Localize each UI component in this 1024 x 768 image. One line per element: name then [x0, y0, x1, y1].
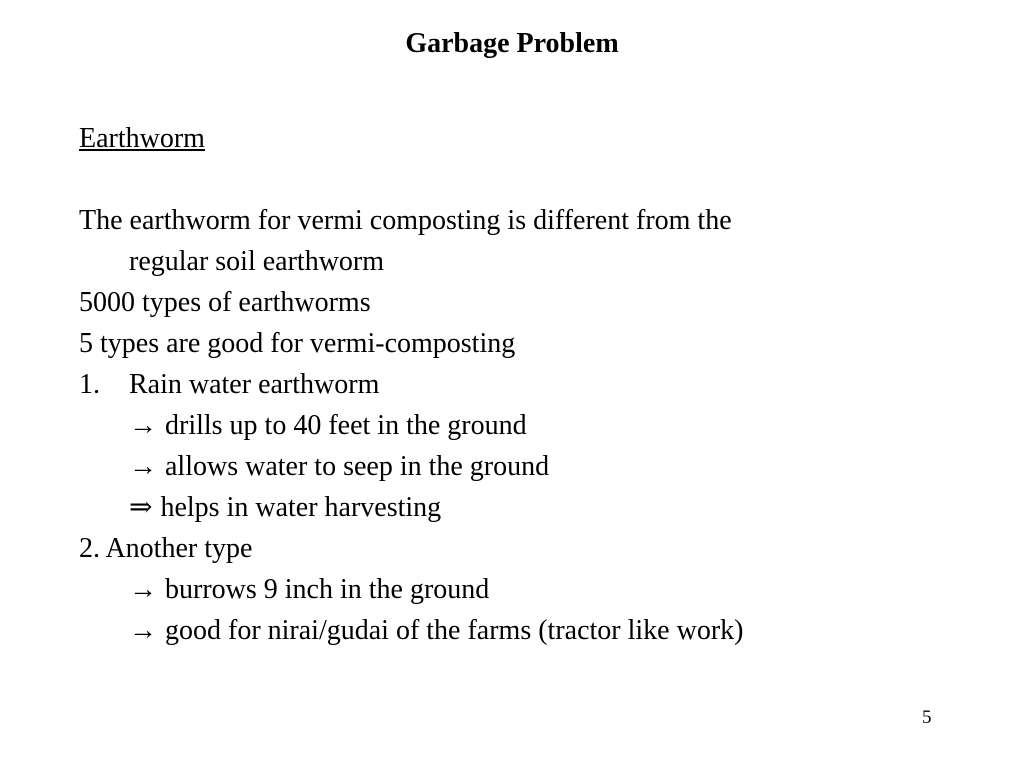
composting-types-line: 5 types are good for vermi-composting [79, 328, 516, 359]
sub-point [79, 569, 959, 610]
sub-point [79, 405, 959, 446]
implies-arrow-icon: ⇒ [129, 492, 153, 523]
sub-point-text: good for nirai/gudai of the farms (tractor like work) [165, 615, 744, 646]
right-arrow-icon: → [129, 410, 157, 441]
sub-point [79, 487, 959, 528]
earthworm-types-count: 5000 types of earthworms [79, 287, 371, 318]
sub-point-text: helps in water harvesting [160, 492, 442, 523]
intro-line: The earthworm for vermi composting is different from the [79, 205, 732, 236]
sub-point [79, 446, 959, 487]
slide-title: Garbage Problem [405, 28, 619, 59]
sub-point-text: burrows 9 inch in the ground [165, 574, 490, 605]
list-item-rain-water-earthworm [79, 364, 959, 405]
right-arrow-icon: → [129, 615, 157, 646]
blank-line [79, 159, 959, 200]
sub-point [79, 610, 959, 651]
section-heading: Earthworm [79, 123, 205, 154]
sub-point-text: drills up to 40 feet in the ground [165, 410, 527, 441]
list-number: 1. [79, 369, 100, 400]
right-arrow-icon: → [129, 451, 157, 482]
sub-point-text: allows water to seep in the ground [165, 451, 550, 482]
right-arrow-icon: → [129, 574, 157, 605]
list-item-another-type: 2. Another type [79, 533, 253, 564]
page-number: 5 [922, 707, 932, 728]
slide-body [79, 118, 959, 651]
intro-line-continued: regular soil earthworm [129, 246, 385, 277]
list-item-label: Rain water earthworm [129, 369, 380, 400]
